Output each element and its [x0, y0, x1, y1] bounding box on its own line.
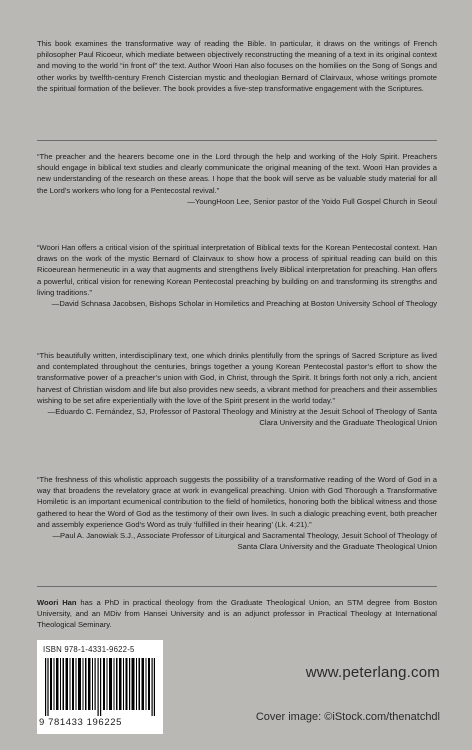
- endorsement-quote: “The preacher and the hearers become one in the Lord through the help and working of the Holy Spirit. Preachers should engage in biblical text studies and clearly communicate the original meaning of the text. Woori Han provides a new understanding of the research on these areas. I hope that the book will serve as be valuable study material for all the Lord’s workers who long for a Pentecostal revival.”: [37, 152, 437, 195]
- book-description: This book examines the transformative way of reading the Bible. In particular, it draws on the writings of French philosopher Paul Ricoeur, which mediate between objectively reconstructing the meaning of a text in its original context and moving to the world “in front of” the text. Author Woori Han also focuses on the homilies on the Song of Songs and other works by twelfth-century French Cistercian mystic and theologian Bernard of Clairvaux, whose writings promote the spiritual formation of the believer. The book provides a five-step transformative engagement with the Scriptures.: [37, 39, 437, 93]
- barcode: [37, 640, 163, 734]
- endorsement-quote: “This beautifully written, interdisciplinary text, one which drinks plentifully from the springs of Sacred Scripture as lived and contemplated throughout the centuries, brings together a young Korean Pentecostal pastor’s effort to show the transformative power of a preacher’s union with God, in Christ, through the Spirit. It brings forth not only a rich, ancient harvest of Christian wisdom and life but also provides new seeds, a vibrant method for preachers and their assemblies wishing to be set afire experientially with the love of the Spirit present in the world today.”: [37, 351, 437, 405]
- barcode-digits: 9 781433 196225: [39, 717, 122, 728]
- endorsement-quote: “The freshness of this wholistic approach suggests the possibility of a transformative reading of the Word of God in a way that broadens the revelatory grace at work in evangelical preaching. Union with God Thorough a Transformative Homiletic is an important ecumenical contribution to the field of homiletics, honoring both the biblical witness and those gathered to hear the Word of God as the testimony of their own lives. In such a dialogic preaching event, both preacher and assembly experience God’s Word as truly ‘fulfilled in their hearing’ (Lk. 4:21).”: [37, 475, 437, 529]
- author-bio: [37, 597, 437, 631]
- publisher-website[interactable]: www.peterlang.com: [305, 664, 440, 681]
- endorsement-1: [37, 151, 437, 207]
- endorsement-attribution: —Paul A. Janowiak S.J., Associate Professor of Liturgical and Sacramental Theology, Jesuit School of Theology of Santa Clara University and the Graduate Theological Union: [52, 531, 437, 552]
- author-bio-text: has a PhD in practical theology from the Graduate Theological Union, an STM degree from Boston University, and an MDiv from Hansei University and is an adjunct professor in Practical Theology at International Theological Seminary.: [37, 598, 438, 630]
- endorsement-4: [37, 474, 437, 552]
- endorsement-attribution: —YoungHoon Lee, Senior pastor of the Yoido Full Gospel Church in Seoul: [187, 196, 437, 206]
- endorsement-attribution: —David Schnasa Jacobsen, Bishops Scholar in Homiletics and Preaching at Boston University School of Theology: [51, 299, 437, 309]
- endorsement-quote: “Woori Han offers a critical vision of the spiritual interpretation of Biblical texts for the Korean Pentecostal context. Han draws on the work of the mystic Bernard of Clairvaux to show how a process of spiritual reading can build on this Ricoeurean hermeneutic in a way that augments and strengthens lively Biblical interpretation for preaching. Han offers a powerful, critical vision for renewing Korean Pentecostal preaching by building on and transforming its strengths and living traditions.”: [37, 243, 437, 297]
- divider: [37, 586, 437, 587]
- barcode-bars-icon: [45, 658, 155, 716]
- author-name: Woori Han: [37, 598, 77, 607]
- cover-image-credit: Cover image: ©iStock.com/thenatchdl: [255, 711, 440, 723]
- endorsement-attribution: —Eduardo C. Fernández, SJ, Professor of Pastoral Theology and Ministry at the Jesuit School of Theology of Santa Clara University and the Graduate Theological Union: [47, 407, 437, 428]
- divider: [37, 140, 437, 141]
- endorsement-3: [37, 350, 437, 428]
- isbn-label: ISBN 978-1-4331-9622-5: [43, 645, 135, 654]
- endorsement-2: [37, 242, 437, 309]
